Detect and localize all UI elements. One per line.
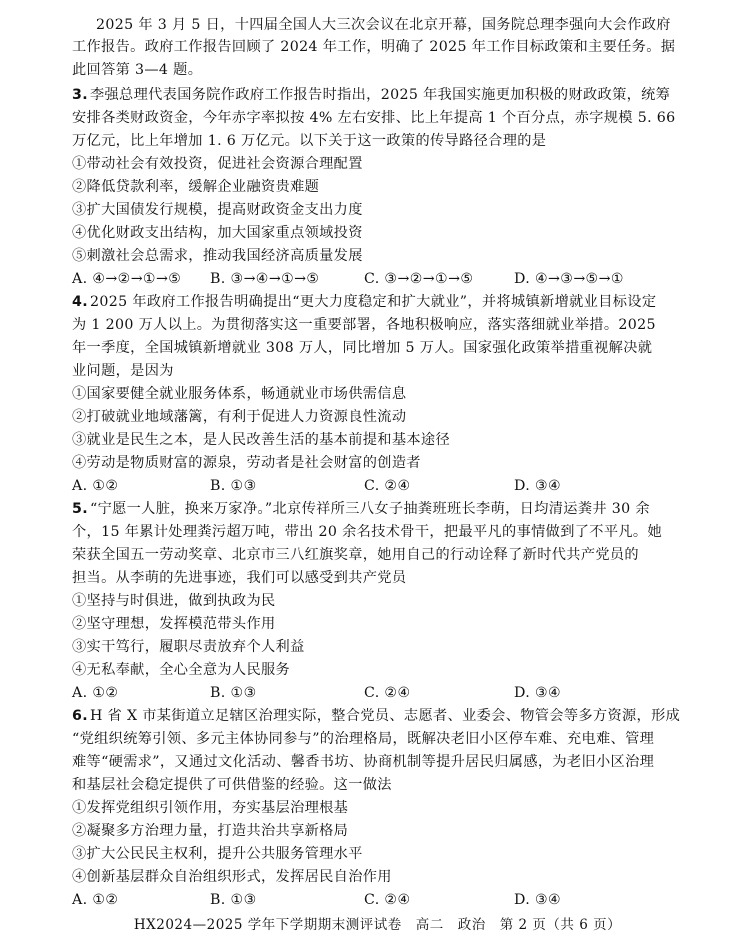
question-5-stem-line: 担当。从李萌的先进事迹，我们可以感受到共产党员 [72, 570, 407, 586]
question-3-item: ③扩大国债发行规模，提高财政资金支出力度 [72, 202, 363, 218]
question-6-stem-line: “党组织统筹引领、多元主体协同参与”的治理格局，既解决老旧小区停车难、充电难、管理 [72, 731, 655, 747]
question-4-item: ②打破就业地域藩篱，有利于促进人力资源良性流动 [72, 409, 407, 425]
question-4-stem-line: 年一季度，全国城镇新增就业 308 万人，同比增加 5 万人。国家强化政策举措重视解决就 [72, 340, 653, 356]
option-a: A. ④→②→①→⑤ [72, 271, 182, 287]
question-6-item: ①发挥党组织引领作用，夯实基层治理根基 [72, 800, 349, 816]
option-d: D. ③④ [514, 685, 562, 701]
option-d: D. ③④ [514, 892, 562, 908]
question-6-item: ③扩大公民民主权利，提升公共服务管理水平 [72, 846, 363, 862]
question-number: 6. [72, 708, 88, 724]
intro-line: 工作报告。政府工作报告回顾了 2024 年工作，明确了 2025 年工作目标政策和主要任务。据 [72, 39, 676, 55]
option-b: B. ①③ [210, 685, 257, 701]
question-4-item: ④劳动是物质财富的源泉，劳动者是社会财富的创造者 [72, 455, 421, 471]
intro-line: 2025 年 3 月 5 日，十四届全国人大三次会议在北京开幕，国务院总理李强向大会作政府 [96, 17, 671, 33]
option-a: A. ①② [72, 478, 119, 494]
question-6-item: ④创新基层群众自治组织形式，发挥居民自治作用 [72, 869, 392, 885]
question-4-stem-line: 业问题，是因为 [72, 363, 174, 379]
option-a: A. ①② [72, 892, 119, 908]
option-d: D. ④→③→⑤→① [514, 271, 624, 287]
question-3-item: ④优化财政支出结构，加大国家重点领域投资 [72, 225, 363, 241]
option-b: B. ①③ [210, 478, 257, 494]
option-b: B. ③→④→①→⑤ [210, 271, 320, 287]
question-3-stem-line: 万亿元，比上年增加 1. 6 万亿元。以下关于这一政策的传导路径合理的是 [72, 133, 547, 149]
question-5-stem-line: 荣获全国五一劳动奖章、北京市三八红旗奖章，她用自己的行动诠释了新时代共产党员的 [72, 547, 639, 563]
option-c: C. ③→②→①→⑤ [364, 271, 474, 287]
question-6-item: ②凝聚多方治理力量，打造共治共享新格局 [72, 823, 349, 839]
question-6-stem-line: 难等“硬需求”，又通过文化活动、馨香书坊、协商机制等提升居民归属感，为老旧小区治理 [72, 754, 655, 770]
question-number: 5. [72, 501, 88, 517]
question-3-item: ②降低贷款利率，缓解企业融资贵难题 [72, 179, 320, 195]
question-5-stem-line: 个，15 年累计处理粪污超万吨，带出 20 余名技术骨干，把最平凡的事情做到了不平凡。她 [72, 524, 662, 540]
question-3-item: ①带动社会有效投资，促进社会资源合理配置 [72, 156, 363, 172]
question-number: 4. [72, 294, 88, 310]
option-c: C. ②④ [364, 685, 411, 701]
page-footer: HX2024—2025 学年下学期期末测评试卷 高二 政治 第 2 页（共 6 页） [133, 917, 622, 933]
question-4-item: ①国家要健全就业服务体系，畅通就业市场供需信息 [72, 386, 407, 402]
question-4-stem-line: 为 1 200 万人以上。为贯彻落实这一重要部署，各地积极响应，落实落细就业举措。2025 [72, 317, 656, 333]
option-c: C. ②④ [364, 892, 411, 908]
question-5-item: ③实干笃行，履职尽责放弃个人利益 [72, 639, 305, 655]
question-number: 3. [72, 87, 88, 103]
question-5-item: ④无私奉献，全心全意为人民服务 [72, 662, 291, 678]
question-4-item: ③就业是民生之本，是人民改善生活的基本前提和基本途径 [72, 432, 450, 448]
question-5-stem-line: 5. “宁愿一人脏，换来万家净。”北京传祥所三八女子抽粪班班长李萌，日均清运粪井 30 余 [72, 501, 650, 517]
option-d: D. ③④ [514, 478, 562, 494]
question-6-stem-line: 6. H 省 X 市某街道立足辖区治理实际，整合党员、志愿者、业委会、物管会等多方资源，形成 [72, 708, 681, 724]
question-5-item: ②坚守理想，发挥模范带头作用 [72, 616, 276, 632]
option-c: C. ②④ [364, 478, 411, 494]
question-4-stem-line: 4. 2025 年政府工作报告明确提出“更大力度稳定和扩大就业”，并将城镇新增就业目标设定 [72, 294, 657, 310]
question-5-item: ①坚持与时俱进，做到执政为民 [72, 593, 276, 609]
question-3-stem-line: 3. 李强总理代表国务院作政府工作报告时指出，2025 年我国实施更加积极的财政政策，统筹 [72, 87, 671, 103]
option-b: B. ①③ [210, 892, 257, 908]
intro-line: 此回答第 3—4 题。 [72, 62, 203, 78]
option-a: A. ①② [72, 685, 119, 701]
question-3-stem-line: 安排各类财政资金，今年赤字率拟按 4% 左右安排、比上年提高 1 个百分点，赤字规模 5. 66 [72, 110, 676, 126]
question-3-item: ⑤刺激社会总需求，推动我国经济高质量发展 [72, 248, 363, 264]
question-6-stem-line: 和基层社会稳定提供了可供借鉴的经验。这一做法 [72, 777, 392, 793]
